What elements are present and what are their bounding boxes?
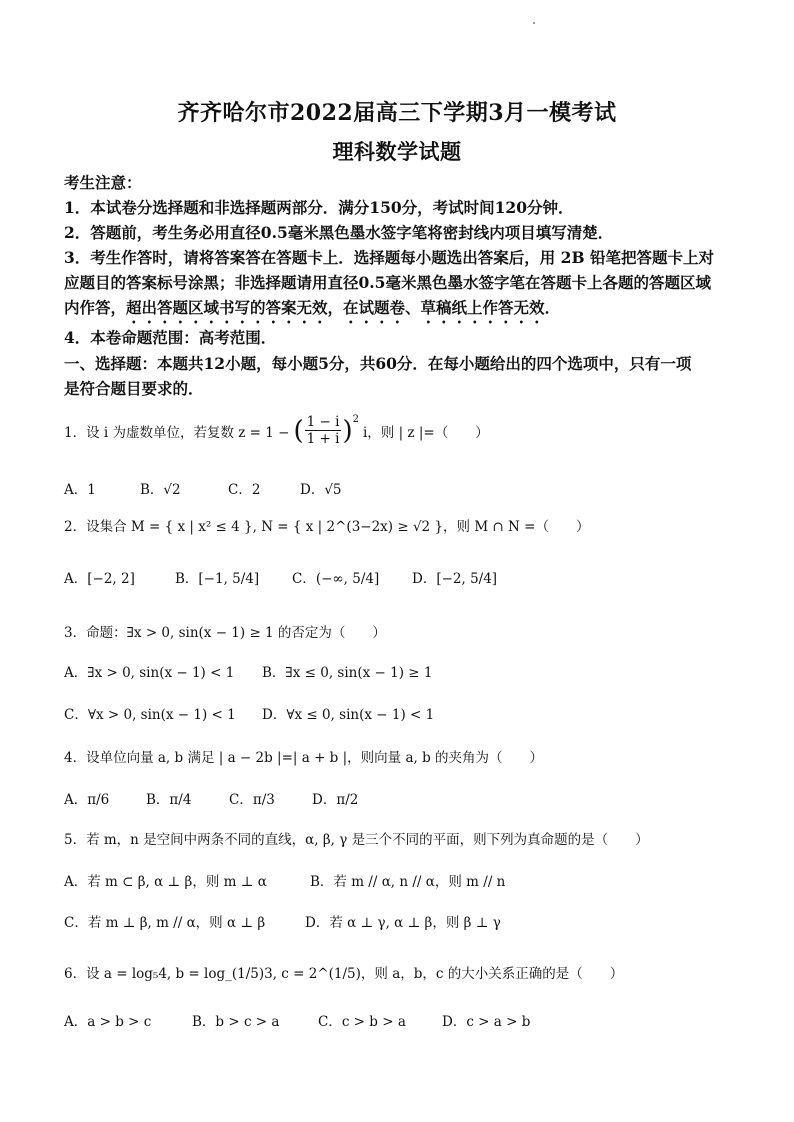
scan-mark <box>533 22 535 24</box>
q1-paren-left: ( <box>293 415 304 446</box>
notice-heading: 考生注意： <box>64 173 142 192</box>
notice-line-3c-mid: ， <box>327 298 344 317</box>
question-2: 2．设集合 M = { x | x² ≤ 4 }, N = { x | 2^(3−2x) ≥ √2 }，则 M ∩ N =（ ） <box>64 519 590 535</box>
notice-line-3c-pre: 内作答， <box>64 298 127 317</box>
notice-line-3c <box>64 297 560 327</box>
q6-option-b: B．b > c > a <box>192 1014 280 1030</box>
section-heading-line-2: 是符合题目要求的． <box>64 379 204 398</box>
q5-option-c: C．若 m ⊥ β, m // α，则 α ⊥ β <box>64 915 266 931</box>
q2-option-c: C．(−∞, 5/4] <box>292 571 380 587</box>
question-1 <box>64 414 489 447</box>
q4-option-c: C．π/3 <box>229 792 275 808</box>
notice-line-3b: 应题目的答案标号涂黑；非选择题请用直径0.5毫米黑色墨水签字笔在答题卡上各题的答题区域 <box>64 273 711 292</box>
q1-stem-post: i，则 | z |=（ ） <box>362 424 489 441</box>
q4-option-b: B．π/4 <box>146 792 192 808</box>
q4-option-d: D．π/2 <box>312 792 359 808</box>
q3-option-c: C．∀x > 0, sin(x − 1) < 1 <box>64 707 236 723</box>
question-4: 4．设单位向量 a, b 满足 | a − 2b |=| a + b |，则向量 a, b 的夹角为（ ） <box>64 750 544 766</box>
notice-line-4: 4．本卷命题范围：高考范围． <box>64 328 277 347</box>
q6-option-c: C．c > b > a <box>318 1014 406 1030</box>
q4-option-a: A．π/6 <box>64 792 110 808</box>
q5-option-b: B．若 m // α, n // α，则 m // n <box>310 874 506 890</box>
q1-option-d: D．√5 <box>300 482 342 498</box>
notice-emphasis-1: 超出答题区域书写的答案无效 <box>126 298 328 317</box>
q5-option-a: A．若 m ⊂ β, α ⊥ β，则 m ⊥ α <box>64 874 267 890</box>
q1-stem-pre: 1．设 i 为虚数单位，若复数 z = 1 − <box>64 424 290 441</box>
q1-option-b: B．√2 <box>140 482 181 498</box>
q1-option-c: C．2 <box>228 482 261 498</box>
notice-line-3a: 3．考生作答时，请将答案答在答题卡上．选择题每小题选出答案后，用 2B 铅笔把答题卡上对 <box>64 248 714 267</box>
q1-exponent: 2 <box>352 414 359 425</box>
page-title: 齐齐哈尔市2022届高三下学期3月一模考试 <box>177 100 617 126</box>
q2-option-a: A．[−2, 2] <box>64 571 135 587</box>
q1-option-a: A．1 <box>64 482 96 498</box>
notice-line-1: 1．本试卷分选择题和非选择题两部分．满分150分，考试时间120分钟． <box>64 198 574 217</box>
q6-option-d: D．c > a > b <box>442 1014 531 1030</box>
q2-option-d: D．[−2, 5/4] <box>412 571 498 587</box>
q5-option-d: D．若 α ⊥ γ, α ⊥ β，则 β ⊥ γ <box>305 915 501 931</box>
q1-fraction <box>305 414 342 447</box>
q1-frac-num: 1 − i <box>306 414 340 430</box>
question-6: 6．设 a = log₅4, b = log_(1/5)3, c = 2^(1/5)，则 a，b，c 的大小关系正确的是（ ） <box>64 966 624 982</box>
q6-option-a: A．a > b > c <box>64 1014 152 1030</box>
q2-option-b: B．[−1, 5/4] <box>175 571 260 587</box>
section-heading-line-1: 一、选择题：本题共12小题，每小题5分，共60分．在每小题给出的四个选项中，只有一项 <box>64 354 692 373</box>
q3-option-a: A．∃x > 0, sin(x − 1) < 1 <box>64 665 235 681</box>
q1-paren-right: ) <box>342 415 353 446</box>
q3-option-d: D．∀x ≤ 0, sin(x − 1) < 1 <box>262 707 435 723</box>
q1-frac-den: 1 + i <box>306 431 340 447</box>
notice-line-3c-post: ． <box>544 298 561 317</box>
notice-line-2: 2．答题前，考生务必用直径0.5毫米黑色墨水签字笔将密封线内项目填写清楚． <box>64 223 614 242</box>
q3-option-b: B．∃x ≤ 0, sin(x − 1) ≥ 1 <box>262 665 433 681</box>
notice-emphasis-2: 在试题卷、草稿纸上作答无效 <box>343 298 545 317</box>
page-subtitle: 理科数学试题 <box>332 139 462 164</box>
question-3: 3．命题：∃x > 0, sin(x − 1) ≥ 1 的否定为（ ） <box>64 625 386 641</box>
question-5: 5．若 m，n 是空间中两条不同的直线，α, β, γ 是三个不同的平面，则下列为真命题的是（ ） <box>64 832 649 848</box>
